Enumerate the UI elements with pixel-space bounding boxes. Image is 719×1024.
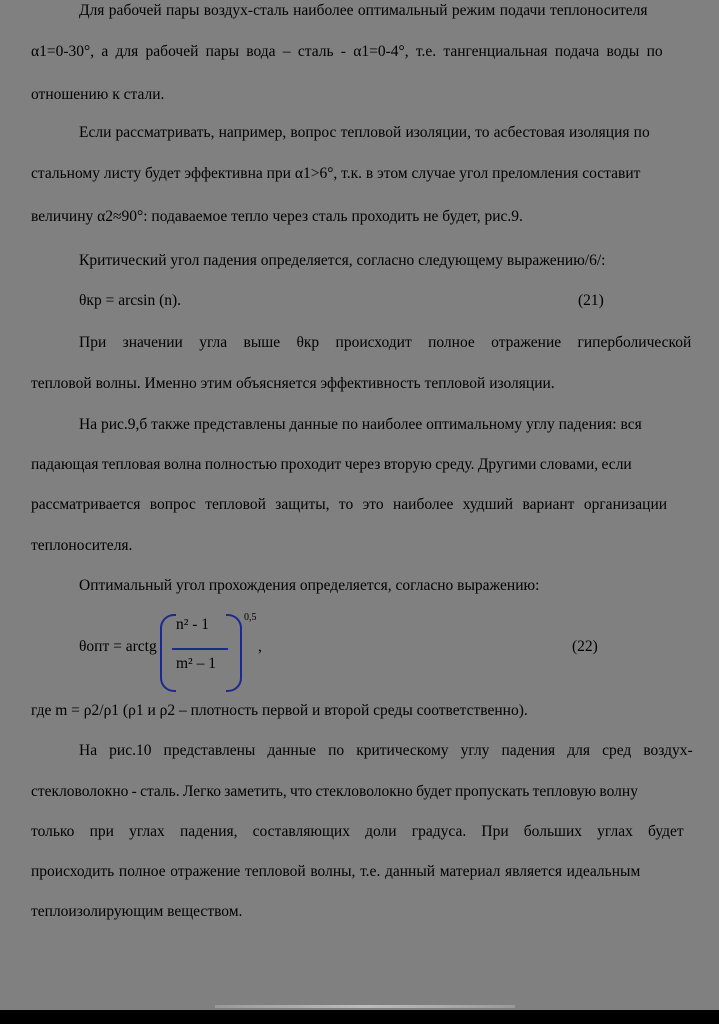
text-line: Оптимальный угол прохождения определяется, согласно выражению: — [79, 577, 540, 594]
text-line: На рис.10 представлены данные по критическому углу падения для сред воздух- — [79, 742, 693, 759]
left-bracket — [160, 614, 176, 692]
text-line: теплоносителя. — [31, 537, 133, 554]
bottom-border — [0, 1010, 719, 1024]
text-line: только при углах падения, составляющих доли градуса. При больших углах будет — [31, 823, 684, 840]
text-line: α1=0-30°, а для рабочей пары вода – сталь - α1=0-4°, т.е. тангенциальная подача воды по — [31, 43, 663, 60]
text-line: величину α2≈90°: подаваемое тепло через сталь проходить не будет, рис.9. — [31, 208, 523, 225]
formula-comma: , — [258, 638, 262, 655]
text-line: отношению к стали. — [31, 86, 165, 103]
text-line: где m = ρ2/ρ1 (ρ1 и ρ2 – плотность первой и второй среды соответственно). — [31, 702, 528, 719]
right-bracket — [226, 614, 242, 692]
formula-21: θкр = arcsin (n). — [79, 292, 182, 309]
equation-number: (21) — [578, 292, 604, 309]
equation-number: (22) — [572, 638, 598, 655]
text-line: Для рабочей пары воздух-сталь наиболее оптимальный режим подачи теплоносителя — [79, 2, 648, 19]
fraction-numerator: n² - 1 — [176, 616, 210, 633]
text-line: тепловой волны. Именно этим объясняется эффективность тепловой изоляции. — [31, 375, 555, 392]
text-line: На рис.9,б также представлены данные по наиболее оптимальному углу падения: вся — [79, 416, 642, 433]
text-line: При значении угла выше θкр происходит полное отражение гиперболической — [79, 334, 692, 351]
text-line: рассматривается вопрос тепловой защиты, то это наиболее худший вариант организации — [31, 496, 668, 513]
text-line: Если рассматривать, например, вопрос тепловой изоляции, то асбестовая изоляция по — [79, 124, 650, 141]
text-line: стальному листу будет эффективна при α1>6°, т.к. в этом случае угол преломления составит — [31, 165, 641, 182]
text-line: происходить полное отражение тепловой волны, т.е. данный материал является идеальным — [31, 863, 641, 880]
page-scroll-indicator — [215, 1005, 515, 1008]
fraction-denominator: m² – 1 — [176, 655, 216, 672]
text-line: теплоизолирующим веществом. — [31, 903, 243, 920]
formula-lhs: θопт = arctg — [79, 638, 157, 655]
exponent: 0,5 — [244, 612, 257, 623]
text-line: Критический угол падения определяется, согласно следующему выражению/6/: — [79, 252, 606, 269]
text-line: падающая тепловая волна полностью проходит через вторую среду. Другими словами, если — [31, 456, 632, 473]
text-line: стекловолокно - сталь. Легко заметить, что стекловолокно будет пропускать тепловую волну — [31, 783, 638, 800]
fraction-bar — [172, 648, 228, 650]
